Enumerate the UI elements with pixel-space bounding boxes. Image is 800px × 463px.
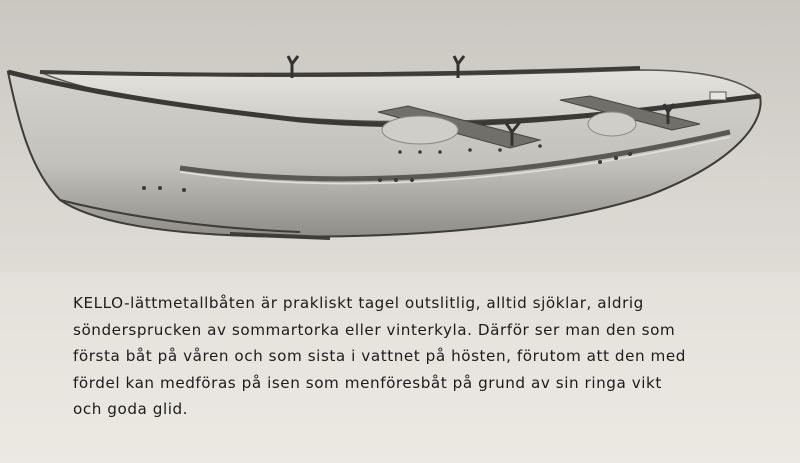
caption-line: fördel kan medföras på isen som menföresbåt på grund av sin ringa vikt bbox=[73, 373, 662, 392]
air-tank-left bbox=[382, 116, 458, 144]
caption-line: KELLO-lättmetallbåten är prakliskt tagel outslitlig, alltid sjöklar, aldrig bbox=[73, 294, 644, 312]
bow-plate bbox=[710, 92, 726, 100]
caption-paragraph bbox=[73, 290, 778, 423]
air-tank-right bbox=[588, 112, 636, 136]
caption-line: söndersprucken av sommartorka eller vinterkyla. Därför ser man den som bbox=[73, 320, 676, 339]
caption-line: första båt på våren och som sista i vattnet på hösten, förutom att den med bbox=[73, 347, 686, 365]
caption-line: och goda glid. bbox=[73, 400, 189, 418]
